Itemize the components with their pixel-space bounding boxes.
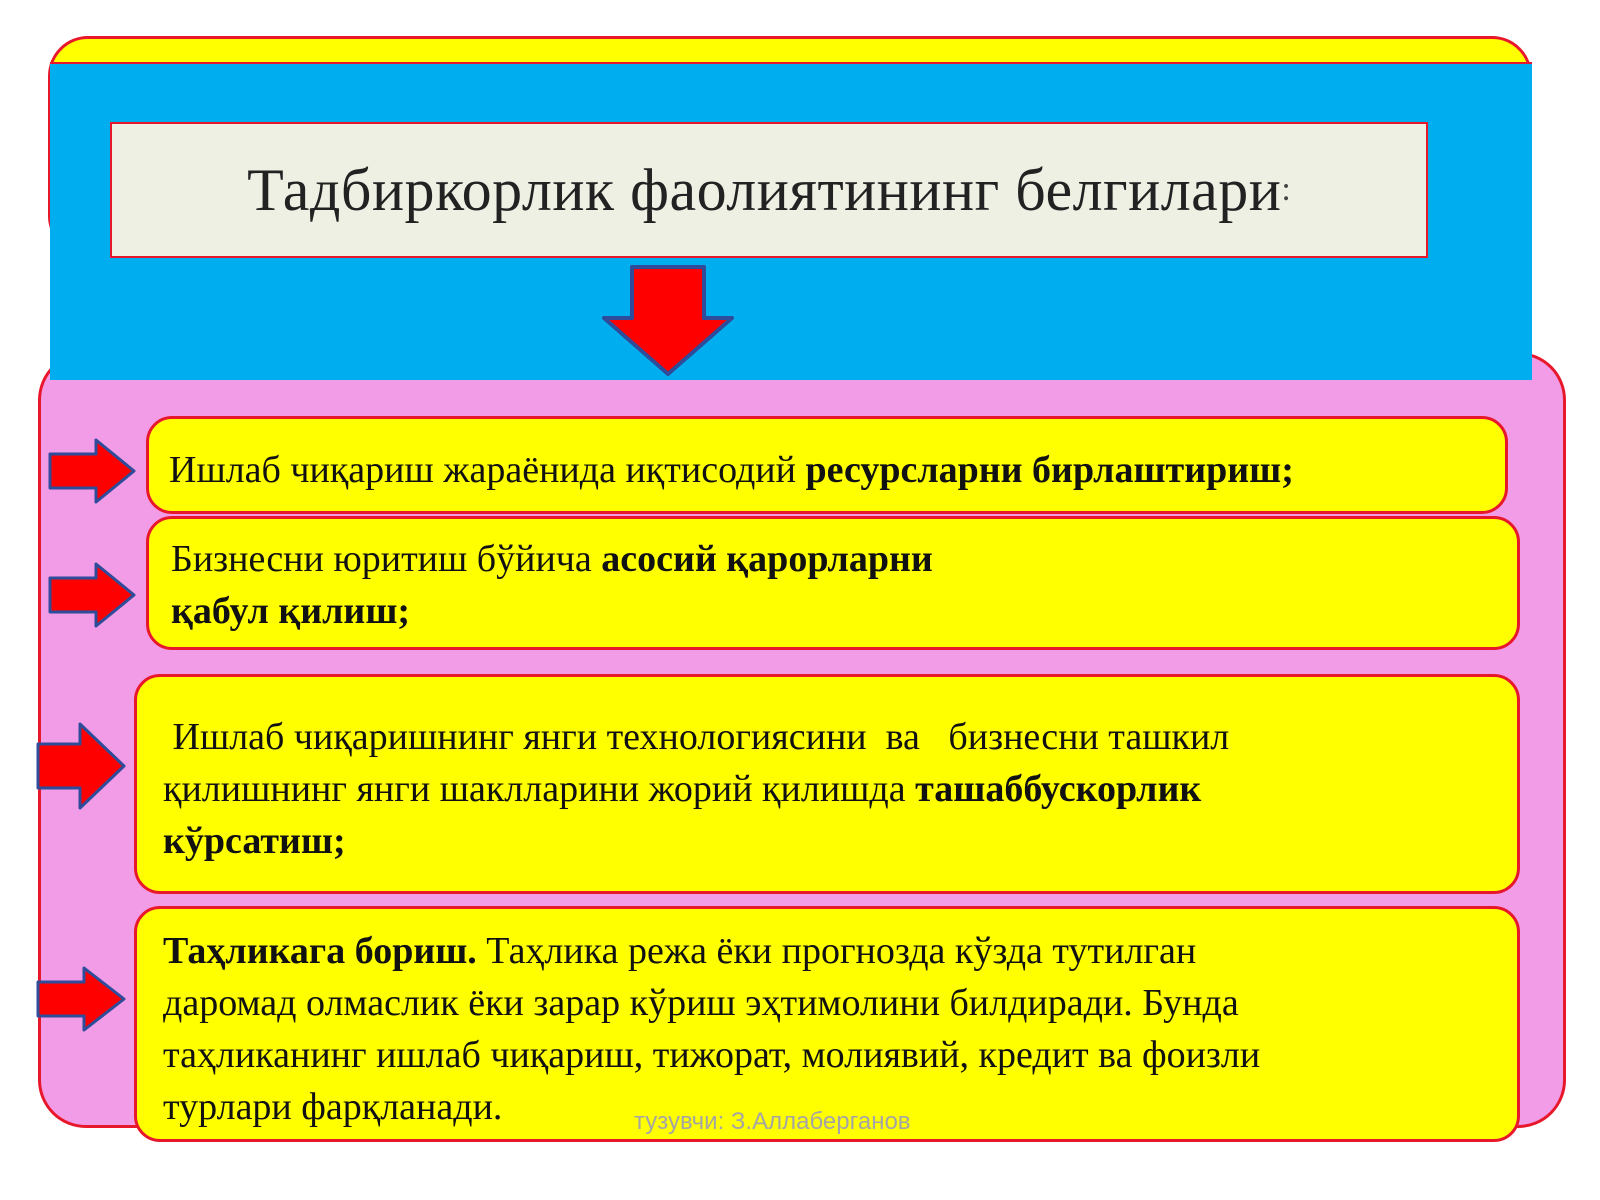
item-text: таҳликанинг ишлаб чиқариш, тижорат, молиявий, кредит ва фоизли (163, 1034, 1261, 1076)
item-text: қилишнинг янги шаклларини жорий қилишда (163, 768, 916, 810)
title-colon: : (1281, 171, 1291, 208)
item-bold-text: Таҳликага бориш. (163, 930, 477, 972)
item-bold-text: кўрсатиш; (163, 820, 346, 862)
item-line (163, 763, 1491, 815)
page-title: Тадбиркорлик фаолиятининг белгилари (247, 156, 1282, 223)
right-arrow-icon (36, 966, 126, 1032)
item-line (171, 585, 1495, 637)
item-bold-text: ташаббускорлик (915, 768, 1202, 810)
list-item (134, 906, 1520, 1142)
item-line (169, 444, 1485, 496)
item-line (163, 977, 1491, 1029)
list-item (134, 674, 1520, 894)
item-text: Ишлаб чиқаришнинг янги технологиясини ва бизнесни ташкил (163, 716, 1230, 758)
item-bold-text: асосий қарорларни (601, 538, 933, 580)
list-item (146, 416, 1508, 514)
list-item (146, 516, 1520, 650)
item-text: даромад олмаслик ёки зарар кўриш эҳтимолини билдиради. Бунда (163, 982, 1239, 1024)
item-text: Таҳлика режа ёки прогнозда кўзда тутилган (476, 930, 1197, 972)
item-line (163, 925, 1491, 977)
item-line (163, 815, 1491, 867)
right-arrow-icon (48, 438, 136, 504)
right-arrow-icon (36, 722, 126, 810)
title-box (110, 122, 1428, 258)
item-text: Бизнесни юритиш бўйича (171, 538, 602, 580)
author-caption: тузувчи: З.Аллаберганов (634, 1108, 911, 1135)
right-arrow-icon (48, 562, 136, 628)
item-text: турлари фарқланади. (163, 1086, 503, 1128)
item-text: Ишлаб чиқариш жараёнида иқтисодий (169, 449, 806, 491)
down-arrow-icon (600, 264, 736, 378)
item-bold-text: ресурсларни бирлаштириш; (805, 449, 1294, 491)
item-line (163, 1029, 1491, 1081)
item-line (163, 711, 1491, 763)
item-line (171, 533, 1495, 585)
item-bold-text: қабул қилиш; (171, 590, 411, 632)
